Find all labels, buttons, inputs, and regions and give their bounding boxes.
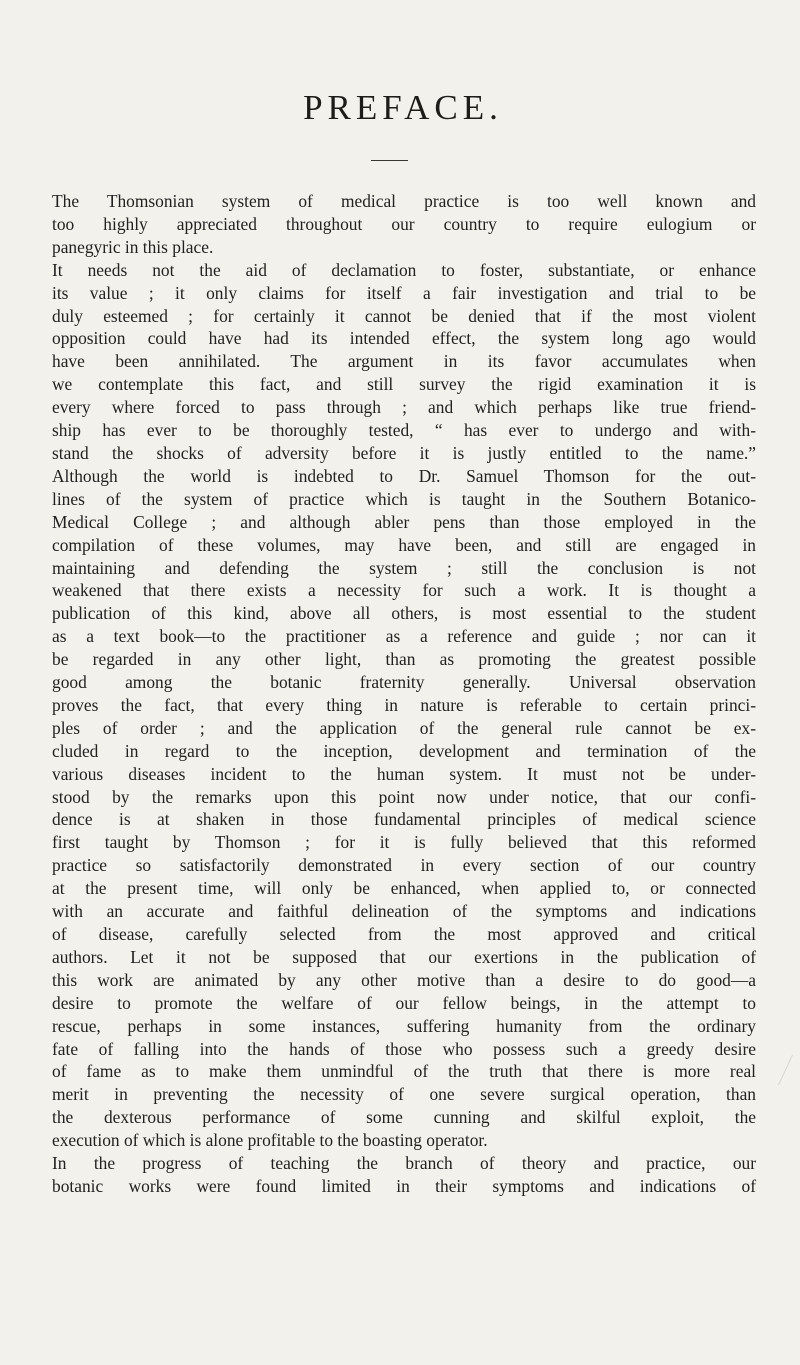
text-line: panegyric in this place. [52, 236, 214, 257]
text-line: authors. Let it not be supposed that our exertions in the publication of [52, 946, 756, 967]
text-line: lines of the system of practice which is taught in the Southern Botanico- [52, 488, 756, 509]
text-line: various diseases incident to the human system. It must not be under- [52, 763, 756, 784]
text-line: botanic works were found limited in their symptoms and indications of [52, 1175, 756, 1196]
text-line: of disease, carefully selected from the most approved and critical [52, 924, 756, 944]
paragraph-1 [52, 190, 756, 259]
text-line: In the progress of teaching the branch of theory and practice, our [52, 1153, 756, 1174]
text-line: duly esteemed ; for certainly it cannot be denied that if the most violent [52, 305, 756, 326]
text-line: execution of which is alone profitable to the boasting operator. [52, 1130, 488, 1151]
paragraph-2 [52, 259, 756, 1152]
page-edge-mark [778, 1055, 800, 1085]
text-line: desire to promote the welfare of our fellow beings, in the attempt to [52, 992, 756, 1013]
text-line: ples of order ; and the application of the general rule cannot be ex- [52, 717, 756, 738]
text-line: first taught by Thomson ; for it is fully believed that this reformed [52, 832, 756, 853]
text-line: Although the world is indebted to Dr. Samuel Thomson for the out- [52, 465, 756, 486]
text-line: ship has ever to be thoroughly tested, “ has ever to undergo and with- [52, 420, 756, 441]
text-line: cluded in regard to the inception, development and termination of the [52, 740, 756, 761]
text-line: we contemplate this fact, and still survey the rigid examination it is [52, 374, 756, 395]
text-line: compilation of these volumes, may have been, and still are engaged in [52, 534, 756, 555]
text-line: of fame as to make them unmindful of the truth that there is more real [52, 1061, 756, 1082]
paragraph-3 [52, 1152, 756, 1198]
text-line: too highly appreciated throughout our country to require eulogium or [52, 213, 756, 234]
text-line: maintaining and defending the system ; still the conclusion is not [52, 557, 756, 578]
text-line: its value ; it only claims for itself a fair investigation and trial to be [52, 282, 756, 303]
text-line: stood by the remarks upon this point now under notice, that our confi- [52, 786, 756, 807]
text-line: this work are animated by any other motive than a desire to do good—a [52, 969, 756, 990]
text-line: weakened that there exists a necessity for such a work. It is thought a [52, 580, 756, 601]
text-line: It needs not the aid of declamation to foster, substantiate, or enhance [52, 259, 756, 280]
text-line: with an accurate and faithful delineation of the symptoms and indications [52, 901, 756, 922]
page-title: PREFACE. [303, 88, 503, 127]
text-line: be regarded in any other light, than as promoting the greatest possible [52, 649, 756, 670]
text-line: The Thomsonian system of medical practice is too well known and [52, 191, 756, 211]
text-line: as a text book—to the practitioner as a reference and guide ; nor can it [52, 626, 756, 647]
text-line: practice so satisfactorily demonstrated in every section of our country [52, 855, 756, 876]
text-line: dence is at shaken in those fundamental principles of medical science [52, 809, 756, 830]
text-line: fate of falling into the hands of those who possess such a greedy desire [52, 1038, 756, 1059]
text-line: rescue, perhaps in some instances, suffering humanity from the ordinary [52, 1015, 756, 1036]
text-line: have been annihilated. The argument in its favor accumulates when [52, 351, 756, 372]
preface-body [52, 190, 756, 1198]
text-line: every where forced to pass through ; and which perhaps like true friend- [52, 397, 756, 418]
text-line: Medical College ; and although abler pens than those employed in the [52, 511, 756, 532]
text-line: publication of this kind, above all others, is most essential to the student [52, 603, 756, 624]
title-divider [371, 160, 408, 161]
text-line: merit in preventing the necessity of one severe surgical operation, than [52, 1084, 756, 1105]
text-line: at the present time, will only be enhanced, when applied to, or connected [52, 878, 756, 899]
text-line: stand the shocks of adversity before it is justly entitled to the name.” [52, 442, 756, 463]
text-line: proves the fact, that every thing in nature is referable to certain princi- [52, 694, 756, 715]
text-line: good among the botanic fraternity generally. Universal observation [52, 672, 756, 693]
text-line: the dexterous performance of some cunning and skilful exploit, the [52, 1107, 756, 1128]
text-line: opposition could have had its intended effect, the system long ago would [52, 328, 756, 349]
